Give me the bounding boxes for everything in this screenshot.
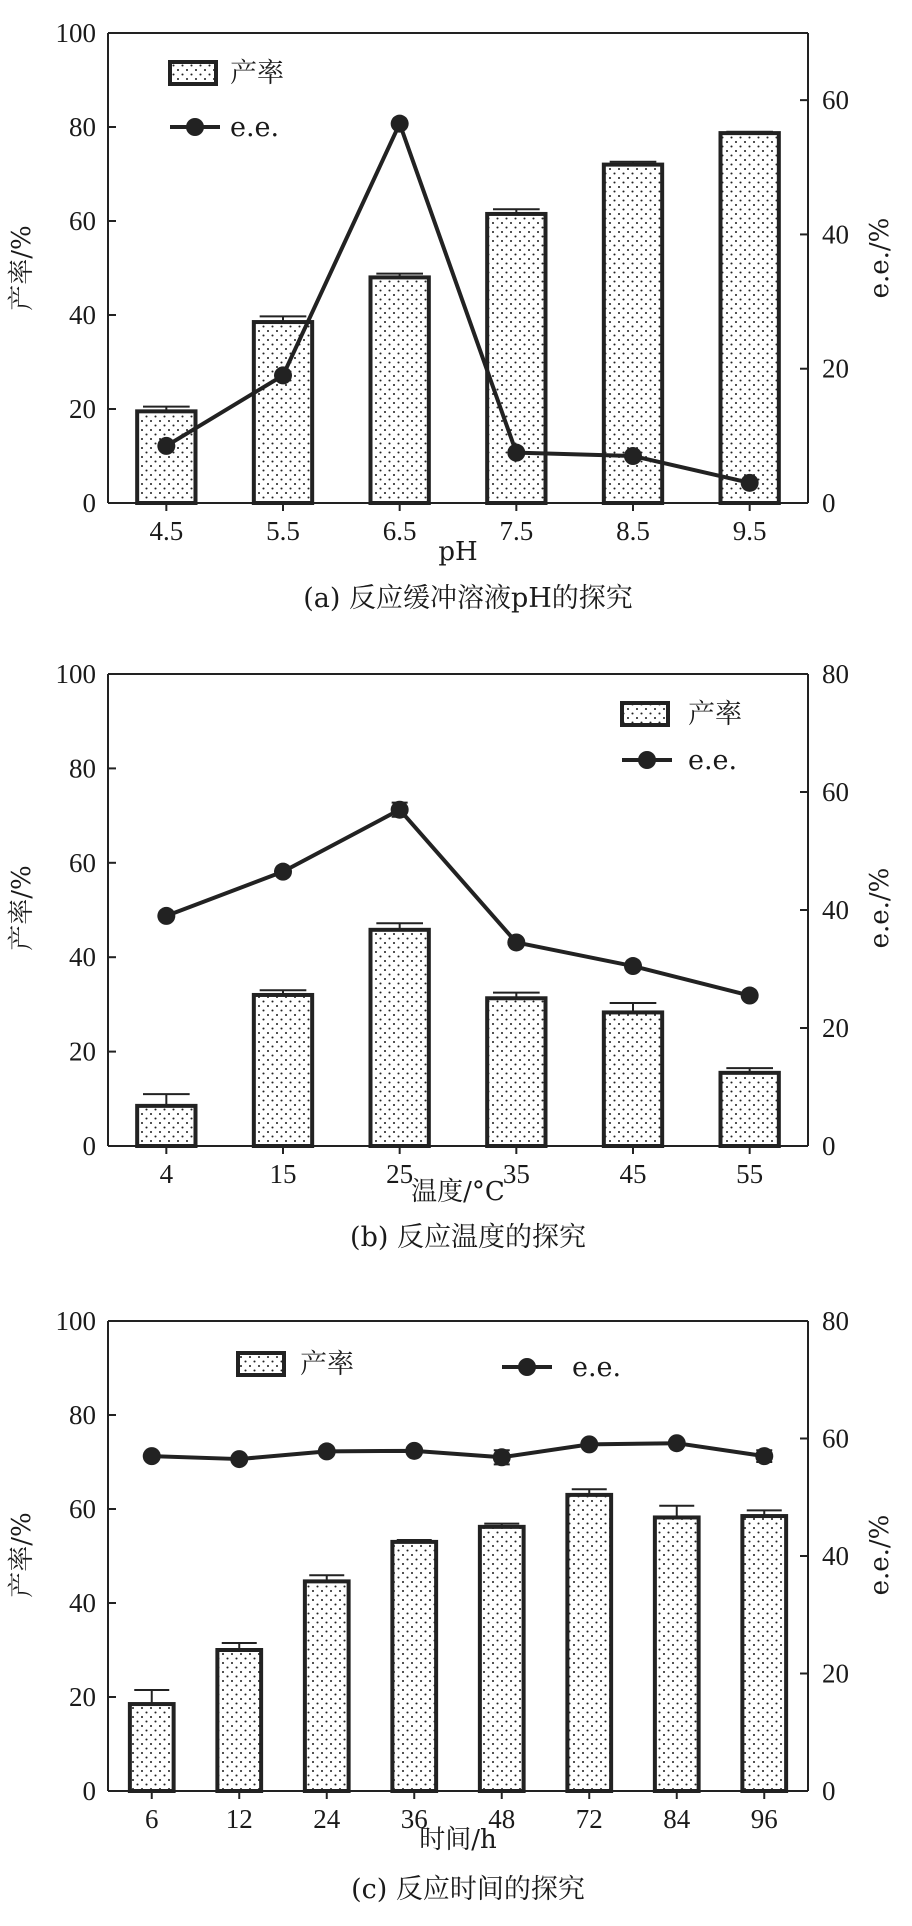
bar bbox=[487, 998, 545, 1146]
ee-point bbox=[507, 933, 525, 951]
x-tick-label: 15 bbox=[269, 1159, 297, 1189]
y-axis-label: 产率/% bbox=[7, 225, 37, 311]
legend-line-marker bbox=[638, 751, 656, 769]
x-tick-label: 7.5 bbox=[499, 516, 534, 546]
x-tick-label: 6.5 bbox=[382, 516, 417, 546]
x-tick-label: 48 bbox=[488, 1804, 516, 1834]
x-axis-label: 时间/h bbox=[419, 1825, 497, 1855]
ee-line bbox=[166, 810, 749, 996]
chart-panel-c bbox=[7, 1306, 895, 1905]
bar bbox=[655, 1517, 699, 1791]
y-tick-label: 40 bbox=[69, 942, 96, 973]
legend-line-label: e.e. bbox=[230, 112, 280, 143]
chart-panel-a bbox=[7, 18, 895, 614]
x-tick-label: 72 bbox=[575, 1804, 603, 1834]
y-tick-label: 20 bbox=[69, 1682, 96, 1712]
ee-point bbox=[741, 474, 759, 492]
x-axis-label: pH bbox=[438, 537, 478, 567]
ee-point bbox=[493, 1448, 511, 1466]
y-tick-label: 20 bbox=[69, 394, 96, 424]
y2-tick-label: 60 bbox=[822, 777, 849, 807]
y2-tick-label: 20 bbox=[822, 353, 849, 384]
y-tick-label: 80 bbox=[69, 753, 96, 784]
x-tick-label: 6 bbox=[145, 1804, 159, 1834]
y-tick-label: 100 bbox=[55, 18, 96, 48]
y-tick-label: 0 bbox=[82, 1776, 96, 1806]
legend-bar-swatch bbox=[622, 703, 668, 725]
y2-axis-label: e.e./% bbox=[865, 867, 895, 949]
bar bbox=[130, 1704, 174, 1791]
bar bbox=[371, 277, 429, 503]
bar bbox=[742, 1516, 786, 1791]
ee-point bbox=[755, 1447, 773, 1465]
bar bbox=[721, 133, 779, 503]
y2-tick-label: 0 bbox=[822, 1776, 836, 1806]
ee-point bbox=[143, 1447, 161, 1465]
y-tick-label: 40 bbox=[69, 300, 96, 330]
ee-point bbox=[405, 1442, 423, 1460]
ee-point bbox=[507, 444, 525, 462]
ee-point bbox=[157, 907, 175, 925]
y2-axis-label: e.e./% bbox=[865, 217, 895, 299]
x-tick-label: 55 bbox=[736, 1159, 764, 1189]
y2-tick-label: 40 bbox=[822, 1541, 849, 1571]
ee-point bbox=[624, 957, 642, 975]
y-tick-label: 60 bbox=[69, 206, 96, 236]
legend-line-label: e.e. bbox=[572, 1352, 622, 1383]
ee-point bbox=[274, 863, 292, 881]
ee-point bbox=[274, 366, 292, 384]
y-tick-label: 0 bbox=[82, 488, 96, 518]
panel-caption: (a) 反应缓冲溶液pH的探究 bbox=[303, 583, 633, 614]
y-tick-label: 80 bbox=[69, 112, 96, 142]
x-tick-label: 4 bbox=[159, 1159, 174, 1189]
bar bbox=[567, 1495, 611, 1791]
ee-point bbox=[157, 437, 175, 455]
legend-bar-label: 产率 bbox=[230, 58, 284, 89]
x-tick-label: 8.5 bbox=[616, 516, 650, 546]
legend-line-marker bbox=[186, 118, 204, 136]
ee-point bbox=[391, 801, 409, 819]
bar bbox=[137, 1106, 195, 1146]
ee-point bbox=[230, 1450, 248, 1468]
y2-tick-label: 80 bbox=[822, 659, 849, 689]
bar bbox=[480, 1527, 524, 1791]
y2-tick-label: 40 bbox=[822, 895, 849, 925]
y-tick-label: 20 bbox=[69, 1036, 96, 1067]
bar bbox=[254, 995, 312, 1146]
bar bbox=[721, 1073, 779, 1146]
y-tick-label: 60 bbox=[69, 847, 96, 878]
x-tick-label: 24 bbox=[313, 1804, 341, 1834]
bar bbox=[604, 1012, 662, 1146]
legend-bar-label: 产率 bbox=[300, 1349, 354, 1380]
bar bbox=[371, 930, 429, 1146]
ee-point bbox=[624, 447, 642, 465]
legend-line-label: e.e. bbox=[688, 745, 738, 776]
panel-caption: (b) 反应温度的探究 bbox=[350, 1222, 586, 1253]
x-tick-label: 35 bbox=[502, 1159, 530, 1189]
ee-point bbox=[668, 1434, 686, 1452]
legend-bar-label: 产率 bbox=[688, 699, 742, 730]
ee-point bbox=[580, 1435, 598, 1453]
bar bbox=[254, 322, 312, 503]
y-tick-label: 100 bbox=[55, 659, 96, 689]
y-axis-label: 产率/% bbox=[7, 1512, 37, 1598]
ee-point bbox=[391, 115, 409, 133]
legend-bar-swatch bbox=[238, 1353, 284, 1375]
x-tick-label: 36 bbox=[400, 1804, 428, 1834]
x-tick-label: 5.5 bbox=[266, 516, 300, 546]
x-axis-label: 温度/°C bbox=[411, 1177, 505, 1207]
bar bbox=[137, 411, 195, 503]
panel-caption: (c) 反应时间的探究 bbox=[351, 1874, 585, 1905]
bar bbox=[217, 1650, 261, 1791]
x-tick-label: 84 bbox=[663, 1804, 691, 1834]
y-tick-label: 80 bbox=[69, 1400, 96, 1430]
x-tick-label: 45 bbox=[619, 1159, 647, 1189]
x-tick-label: 96 bbox=[750, 1804, 778, 1834]
x-tick-label: 9.5 bbox=[732, 516, 767, 546]
y-tick-label: 60 bbox=[69, 1494, 96, 1524]
y2-axis-label: e.e./% bbox=[865, 1514, 895, 1596]
bar bbox=[305, 1581, 349, 1791]
x-tick-label: 25 bbox=[386, 1159, 414, 1189]
x-tick-label: 4.5 bbox=[149, 516, 184, 546]
y-axis-label: 产率/% bbox=[7, 865, 37, 951]
y2-tick-label: 60 bbox=[822, 1423, 849, 1454]
legend-bar-swatch bbox=[170, 62, 216, 84]
bar bbox=[392, 1542, 436, 1791]
y-tick-label: 40 bbox=[69, 1588, 96, 1618]
legend-line-marker bbox=[518, 1358, 536, 1376]
y2-tick-label: 20 bbox=[822, 1658, 849, 1689]
y-tick-label: 0 bbox=[82, 1131, 96, 1161]
y2-tick-label: 60 bbox=[822, 85, 849, 116]
y-tick-label: 100 bbox=[55, 1306, 96, 1336]
ee-point bbox=[318, 1442, 336, 1460]
chart-panel-b bbox=[7, 659, 895, 1253]
ee-point bbox=[741, 987, 759, 1005]
y2-tick-label: 20 bbox=[822, 1013, 849, 1043]
y2-tick-label: 40 bbox=[822, 219, 849, 250]
y2-tick-label: 0 bbox=[822, 1131, 836, 1161]
x-tick-label: 12 bbox=[225, 1804, 253, 1834]
y2-tick-label: 0 bbox=[822, 488, 836, 518]
y2-tick-label: 80 bbox=[822, 1306, 849, 1336]
